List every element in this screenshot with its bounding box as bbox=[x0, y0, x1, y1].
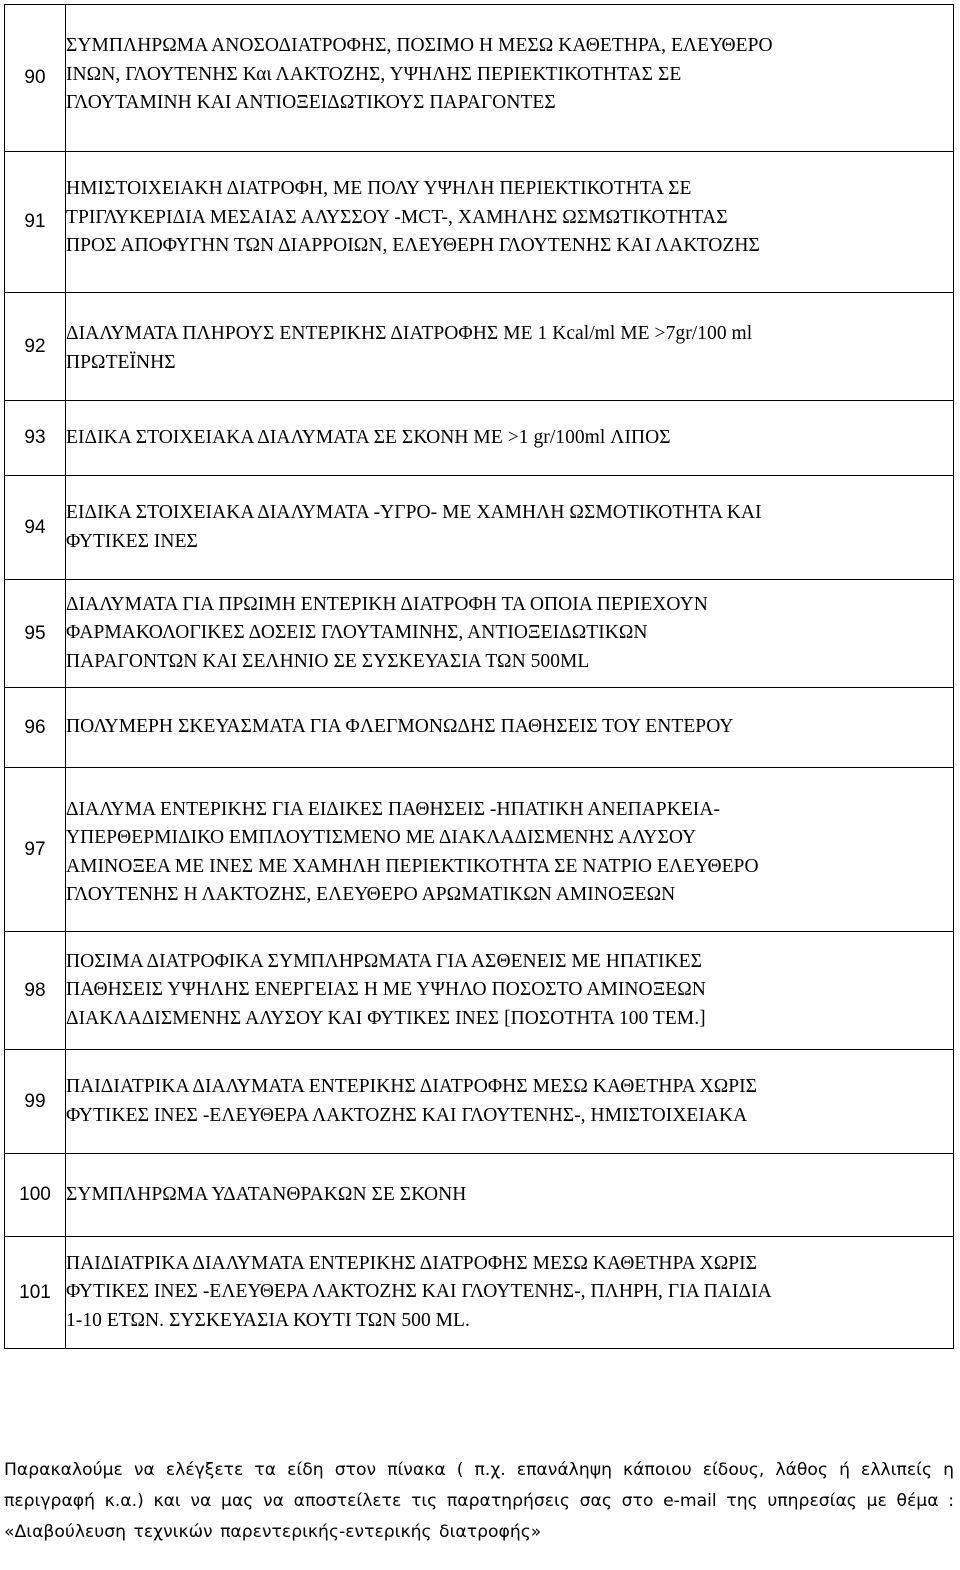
row-number: 97 bbox=[5, 768, 66, 932]
table-row bbox=[5, 580, 954, 688]
row-description-text: ΕΙΔΙΚΑ ΣΤΟΙΧΕΙΑΚΑ ΔΙΑΛΥΜΑΤΑ ΣΕ ΣΚΟΝΗ ΜΕ >1 gr/100ml ΛΙΠΟΣ bbox=[66, 426, 671, 448]
instructions-note: Παρακαλούμε να ελέγξετε τα είδη στον πίνακα ( π.χ. επανάληψη κάποιου είδους, λάθος ή ελλιπείς η περιγραφή κ.α.) και να μας να αποστείλετε τις παρατηρήσεις σας στο e-mail της υπηρεσίας με θέμα : «Διαβούλευση τεχνικών παρεντερικής-εντερικής διατροφής» bbox=[4, 1460, 954, 1543]
row-description-text: ΔΙΑΛΥΜΑΤΑ ΠΛΗΡΟΥΣ ΕΝΤΕΡΙΚΗΣ ΔΙΑΤΡΟΦΗΣ ΜΕ 1 Kcal/ml ΜΕ >7gr/100 ml ΠΡΩΤΕΪΝΗΣ bbox=[66, 323, 753, 373]
table-row bbox=[5, 688, 954, 768]
table-row bbox=[5, 293, 954, 401]
row-number: 98 bbox=[5, 932, 66, 1050]
table-row bbox=[5, 1154, 954, 1237]
table-row bbox=[5, 152, 954, 293]
row-description bbox=[66, 1237, 954, 1349]
row-description bbox=[66, 932, 954, 1050]
row-description bbox=[66, 1154, 954, 1237]
row-number: 96 bbox=[5, 688, 66, 768]
row-number: 99 bbox=[5, 1050, 66, 1154]
row-description-text: ΔΙΑΛΥΜΑ ΕΝΤΕΡΙΚΗΣ ΓΙΑ ΕΙΔΙΚΕΣ ΠΑΘΗΣΕΙΣ -ΗΠΑΤΙΚΗ ΑΝΕΠΑΡΚΕΙΑ- ΥΠΕΡΘΕΡΜΙΔΙΚΟ ΕΜΠΛΟΥΤΙΣΜΕΝΟ ΜΕ ΔΙΑΚΛΑΔΙΣΜΕΝΗΣ ΑΛΥΣΟΥ ΑΜΙΝΟΞΕΑ ΜΕ ΙΝΕΣ ΜΕ ΧΑΜΗΛΗ ΠΕΡΙΕΚΤΙΚΟΤΗΤΑ ΣΕ ΝΑΤΡΙΟ ΕΛΕΥΘΕΡΟ ΓΛΟΥΤΕΝΗΣ Η ΛΑΚΤΟΖΗΣ, ΕΛΕΥΘΕΡΟ ΑΡΩΜΑΤΙΚΩΝ ΑΜΙΝΟΞΕΩΝ bbox=[66, 798, 759, 905]
row-description bbox=[66, 152, 954, 293]
row-description-text: ΠΟΛΥΜΕΡΗ ΣΚΕΥΑΣΜΑΤΑ ΓΙΑ ΦΛΕΓΜΟΝΩΔΗΣ ΠΑΘΗΣΕΙΣ ΤΟΥ ΕΝΤΕΡΟΥ bbox=[66, 716, 734, 738]
table-row bbox=[5, 1050, 954, 1154]
row-description bbox=[66, 1050, 954, 1154]
row-number: 91 bbox=[5, 152, 66, 293]
row-description bbox=[66, 768, 954, 932]
row-number: 93 bbox=[5, 401, 66, 476]
table-row bbox=[5, 768, 954, 932]
row-description-text: ΠΟΣΙΜΑ ΔΙΑΤΡΟΦΙΚΑ ΣΥΜΠΛΗΡΩΜΑΤΑ ΓΙΑ ΑΣΘΕΝΕΙΣ ΜΕ ΗΠΑΤΙΚΕΣ ΠΑΘΗΣΕΙΣ ΥΨΗΛΗΣ ΕΝΕΡΓΕΙΑΣ Η ΜΕ ΥΨΗΛΟ ΠΟΣΟΣΤΟ ΑΜΙΝΟΞΕΩΝ ΔΙΑΚΛΑΔΙΣΜΕΝΗΣ ΑΛΥΣΟΥ ΚΑΙ ΦΥΤΙΚΕΣ ΙΝΕΣ [ΠΟΣΟΤΗΤΑ 100 ΤΕΜ.] bbox=[66, 950, 706, 1029]
row-number: 101 bbox=[5, 1237, 66, 1349]
row-number: 94 bbox=[5, 476, 66, 580]
row-number: 92 bbox=[5, 293, 66, 401]
row-description-text: ΔΙΑΛΥΜΑΤΑ ΓΙΑ ΠΡΩΙΜΗ ΕΝΤΕΡΙΚΗ ΔΙΑΤΡΟΦΗ ΤΑ ΟΠΟΙΑ ΠΕΡΙΕΧΟΥΝ ΦΑΡΜΑΚΟΛΟΓΙΚΕΣ ΔΟΣΕΙΣ ΓΛΟΥΤΑΜΙΝΗΣ, ΑΝΤΙΟΞΕΙΔΩΤΙΚΩΝ ΠΑΡΑΓΟΝΤΩΝ ΚΑΙ ΣΕΛΗΝΙΟ ΣΕ ΣΥΣΚΕΥΑΣΙΑ ΤΩΝ 500ML bbox=[66, 593, 708, 672]
row-description-text: ΠΑΙΔΙΑΤΡΙΚΑ ΔΙΑΛΥΜΑΤΑ ΕΝΤΕΡΙΚΗΣ ΔΙΑΤΡΟΦΗΣ ΜΕΣΩ ΚΑΘΕΤΗΡΑ ΧΩΡΙΣ ΦΥΤΙΚΕΣ ΙΝΕΣ -ΕΛΕΥΘΕΡΑ ΛΑΚΤΟΖΗΣ ΚΑΙ ΓΛΟΥΤΕΝΗΣ-, ΗΜΙΣΤΟΙΧΕΙΑΚΑ bbox=[66, 1076, 758, 1126]
row-description bbox=[66, 580, 954, 688]
table-row bbox=[5, 5, 954, 152]
table-row bbox=[5, 932, 954, 1050]
row-number: 100 bbox=[5, 1154, 66, 1237]
row-description-text: ΣΥΜΠΛΗΡΩΜΑ ΥΔΑΤΑΝΘΡΑΚΩΝ ΣΕ ΣΚΟΝΗ bbox=[66, 1183, 467, 1205]
row-description bbox=[66, 476, 954, 580]
row-number: 90 bbox=[5, 5, 66, 152]
row-number: 95 bbox=[5, 580, 66, 688]
row-description bbox=[66, 401, 954, 476]
table-row bbox=[5, 401, 954, 476]
row-description bbox=[66, 293, 954, 401]
row-description-text: ΣΥΜΠΛΗΡΩΜΑ ΑΝΟΣΟΔΙΑΤΡΟΦΗΣ, ΠΟΣΙΜΟ Η ΜΕΣΩ ΚΑΘΕΤΗΡΑ, ΕΛΕΥΘΕΡΟ ΙΝΩΝ, ΓΛΟΥΤΕΝΗΣ Και ΛΑΚΤΟΖΗΣ, ΥΨΗΛΗΣ ΠΕΡΙΕΚΤΙΚΟΤΗΤΑΣ ΣΕ ΓΛΟΥΤΑΜΙΝΗ ΚΑΙ ΑΝΤΙΟΞΕΙΔΩΤΙΚΟΥΣ ΠΑΡΑΓΟΝΤΕΣ bbox=[66, 35, 773, 114]
row-description-text: ΗΜΙΣΤΟΙΧΕΙΑΚΗ ΔΙΑΤΡΟΦΗ, ΜΕ ΠΟΛΥ ΥΨΗΛΗ ΠΕΡΙΕΚΤΙΚΟΤΗΤΑ ΣΕ ΤΡΙΓΛΥΚΕΡΙΔΙΑ ΜΕΣΑΙΑΣ ΑΛΥΣΣΟΥ -MCT-, ΧΑΜΗΛΗΣ ΩΣΜΩΤΙΚΟΤΗΤΑΣ ΠΡΟΣ ΑΠΟΦΥΓΗΝ ΤΩΝ ΔΙΑΡΡΟΙΩΝ, ΕΛΕΥΘΕΡΗ ΓΛΟΥΤΕΝΗΣ ΚΑΙ ΛΑΚΤΟΖΗΣ bbox=[66, 178, 760, 257]
items-table bbox=[4, 4, 954, 1349]
row-description bbox=[66, 5, 954, 152]
row-description bbox=[66, 688, 954, 768]
table-row bbox=[5, 1237, 954, 1349]
row-description-text: ΠΑΙΔΙΑΤΡΙΚΑ ΔΙΑΛΥΜΑΤΑ ΕΝΤΕΡΙΚΗΣ ΔΙΑΤΡΟΦΗΣ ΜΕΣΩ ΚΑΘΕΤΗΡΑ ΧΩΡΙΣ ΦΥΤΙΚΕΣ ΙΝΕΣ -ΕΛΕΥΘΕΡΑ ΛΑΚΤΟΖΗΣ ΚΑΙ ΓΛΟΥΤΕΝΗΣ-, ΠΛΗΡΗ, ΓΙΑ ΠΑΙΔΙΑ 1-10 ΕΤΩΝ. ΣΥΣΚΕΥΑΣΙΑ ΚΟΥΤΙ ΤΩΝ 500 ML. bbox=[66, 1252, 772, 1331]
row-description-text: ΕΙΔΙΚΑ ΣΤΟΙΧΕΙΑΚΑ ΔΙΑΛΥΜΑΤΑ -ΥΓΡΟ- ΜΕ ΧΑΜΗΛΗ ΩΣΜΟΤΙΚΟΤΗΤΑ ΚΑΙ ΦΥΤΙΚΕΣ ΙΝΕΣ bbox=[66, 502, 762, 552]
table-row bbox=[5, 476, 954, 580]
